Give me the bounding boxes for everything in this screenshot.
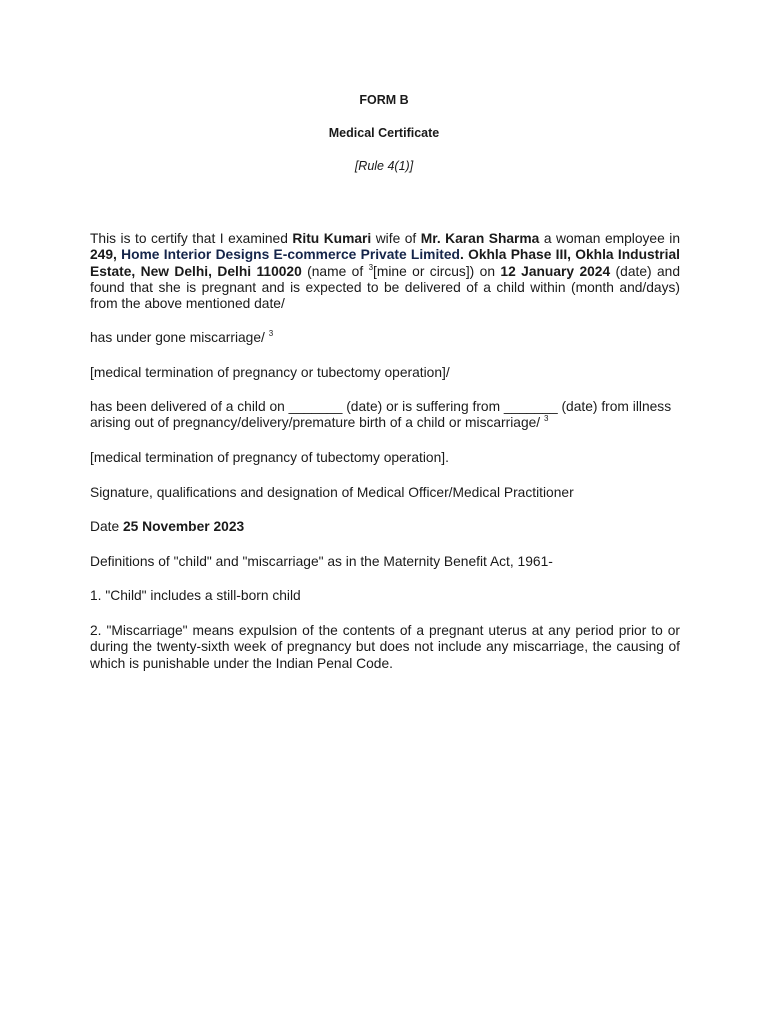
footnote-marker: 3	[368, 262, 374, 272]
footnote-marker: 3	[268, 329, 274, 338]
exam-date: 12 January 2024	[500, 263, 611, 279]
husband-name: Mr. Karan Sharma	[420, 231, 540, 246]
definitions-intro: Definitions of "child" and "miscarriage" as in the Maternity Benefit Act, 1961-	[90, 554, 553, 569]
certify-text-5: [mine or circus]) on	[373, 263, 501, 279]
address-rest: . Okhla Phase III, Okhla Industrial Estate, New Delhi, Delhi 110020	[90, 247, 680, 279]
definition-miscarriage: 2. "Miscarriage" means expulsion of the contents of a pregnant uterus at any period prior to or during the twenty-sixth week of pregnancy but does not include any miscarriage, the causing of which is punishable under the Indian Penal Code.	[90, 623, 680, 671]
company-name: Home Interior Designs E-commerce Private Limited	[121, 247, 460, 263]
mtp-line-1: [medical termination of pregnancy or tubectomy operation]/	[90, 365, 450, 380]
delivered-paragraph	[90, 399, 680, 432]
footnote-marker: 3	[543, 414, 549, 424]
signature-line: Signature, qualifications and designation of Medical Officer/Medical Practitioner	[90, 485, 574, 500]
mtp-line-2: [medical termination of pregnancy of tubectomy operation].	[90, 450, 449, 465]
certification-paragraph	[90, 231, 680, 312]
certify-text-2: wife of	[371, 231, 421, 246]
delivered-text: has been delivered of a child on _______ (date) or is suffering from _______ (date) from illness arising out of pregnancy/delivery/premature birth of a child or miscarriage/	[90, 399, 672, 431]
certificate-date: 25 November 2023	[122, 519, 245, 534]
rule-reference: [Rule 4(1)]	[354, 159, 414, 173]
miscarriage-line	[90, 330, 680, 346]
certify-text-1: This is to certify that I examined	[90, 231, 293, 246]
address-number: 249,	[90, 247, 122, 263]
certify-text-3: a woman employee in	[539, 231, 681, 246]
miscarriage-text: has under gone miscarriage/	[90, 330, 269, 345]
form-label: FORM B	[359, 93, 409, 107]
page-title: Medical Certificate	[328, 126, 440, 140]
certify-text-4: (name of	[301, 263, 369, 279]
date-line	[90, 519, 680, 535]
patient-name: Ritu Kumari	[292, 231, 372, 246]
certify-text-6: (date) and found that she is pregnant and is expected to be delivered of a child within (month and/days) from the above mentioned date/	[90, 263, 681, 312]
date-label: Date	[90, 519, 123, 534]
definition-child: 1. "Child" includes a still-born child	[90, 588, 301, 603]
